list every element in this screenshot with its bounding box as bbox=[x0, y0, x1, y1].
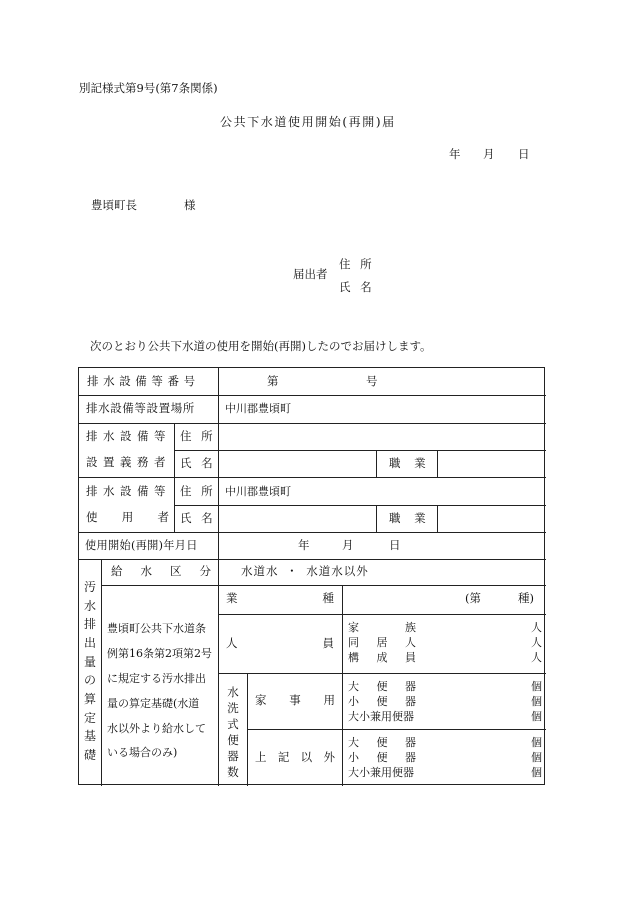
ordinance-note-line: に規定する汚水排出 bbox=[107, 672, 206, 685]
form-number: 別記様式第9号(第7条関係) bbox=[79, 81, 218, 95]
persons-label: 人員 bbox=[226, 636, 334, 650]
business-type-label: 業種 bbox=[226, 591, 334, 605]
other-use-label: 上記以外 bbox=[255, 750, 335, 764]
date-day-label: 日 bbox=[518, 147, 530, 161]
start-date-day: 日 bbox=[389, 538, 401, 552]
applicant-address-label: 住 所 bbox=[339, 257, 372, 271]
family-label: 家族 bbox=[348, 621, 416, 634]
household-large-toilet: 大便器 bbox=[348, 680, 416, 693]
members-label: 構成員 bbox=[348, 651, 416, 664]
supply-class-label: 給水区分 bbox=[111, 564, 211, 578]
installation-location-label: 排水設備等設置場所 bbox=[86, 401, 195, 415]
user-label-line1: 排水設備等 bbox=[86, 484, 171, 498]
ordinance-note-line: 量の算定基礎(水道 bbox=[107, 697, 200, 710]
user-label-line2: 使用者 bbox=[86, 510, 169, 524]
drainage-number-label: 排水設備等番号 bbox=[87, 374, 200, 388]
household-dual-unit: 個 bbox=[531, 710, 542, 723]
obligor-label-line2: 設置義務者 bbox=[86, 455, 171, 469]
ordinance-note-line: 水以外より給水して bbox=[107, 722, 206, 735]
household-dual-toilet: 大小兼用便器 bbox=[348, 710, 414, 723]
obligor-name-label: 氏 名 bbox=[180, 456, 213, 470]
drainage-number-field[interactable] bbox=[237, 371, 332, 391]
page-title: 公共下水道使用開始(再開)届 bbox=[220, 115, 396, 129]
obligor-address-label: 住 所 bbox=[180, 429, 213, 443]
other-dual-unit: 個 bbox=[531, 766, 542, 779]
user-name-label: 氏 名 bbox=[180, 511, 213, 525]
flush-toilet-count-label: 水 洗 式 便 器 数 bbox=[227, 685, 239, 779]
obligor-label-line1: 排水設備等 bbox=[86, 429, 171, 443]
family-unit: 人 bbox=[531, 621, 542, 634]
cohabitant-unit: 人 bbox=[531, 636, 542, 649]
cohabitant-label: 同居人 bbox=[348, 636, 416, 649]
drainage-number-suffix: 号 bbox=[366, 374, 378, 388]
ordinance-note-line: 豊頃町公共下水道条 bbox=[107, 622, 206, 635]
other-small-toilet: 小便器 bbox=[348, 751, 416, 764]
user-address-label: 住 所 bbox=[180, 484, 213, 498]
business-class-close: 種) bbox=[518, 591, 534, 605]
household-small-toilet: 小便器 bbox=[348, 695, 416, 708]
discharge-basis-section-label: 汚 水 排 出 量 の 算 定 基 礎 bbox=[83, 580, 96, 762]
other-large-toilet: 大便器 bbox=[348, 736, 416, 749]
start-date-year: 年 bbox=[298, 538, 310, 552]
members-unit: 人 bbox=[531, 651, 542, 664]
other-large-unit: 個 bbox=[531, 736, 542, 749]
installation-location-value[interactable]: 中川郡豊頃町 bbox=[225, 402, 291, 415]
addressee-honorific: 様 bbox=[184, 198, 196, 212]
drainage-number-prefix: 第 bbox=[267, 374, 279, 388]
household-use-label: 家事用 bbox=[255, 693, 335, 707]
ordinance-note-line: 例第16条第2項第2号 bbox=[107, 647, 212, 660]
user-address-value[interactable]: 中川郡豊頃町 bbox=[225, 485, 291, 498]
applicant-name-label: 氏 名 bbox=[339, 280, 372, 294]
start-date-label: 使用開始(再開)年月日 bbox=[85, 539, 198, 552]
start-date-month: 月 bbox=[342, 538, 354, 552]
applicant-label: 届出者 bbox=[293, 267, 328, 281]
date-month-label: 月 bbox=[483, 147, 495, 161]
user-occupation-label: 職 業 bbox=[389, 511, 426, 525]
household-small-unit: 個 bbox=[531, 695, 542, 708]
other-small-unit: 個 bbox=[531, 751, 542, 764]
business-class-open: (第 bbox=[465, 591, 481, 605]
household-large-unit: 個 bbox=[531, 680, 542, 693]
ordinance-note-line: いる場合のみ) bbox=[107, 746, 178, 759]
intro-text: 次のとおり公共下水道の使用を開始(再開)したのでお届けします。 bbox=[90, 339, 432, 353]
obligor-occupation-label: 職 業 bbox=[389, 456, 426, 470]
notification-table bbox=[78, 367, 545, 785]
other-dual-toilet: 大小兼用便器 bbox=[348, 766, 414, 779]
date-year-label: 年 bbox=[449, 147, 461, 161]
addressee-name: 豊頃町長 bbox=[91, 198, 137, 212]
supply-class-value[interactable]: 水道水 ・ 水道水以外 bbox=[241, 564, 369, 578]
